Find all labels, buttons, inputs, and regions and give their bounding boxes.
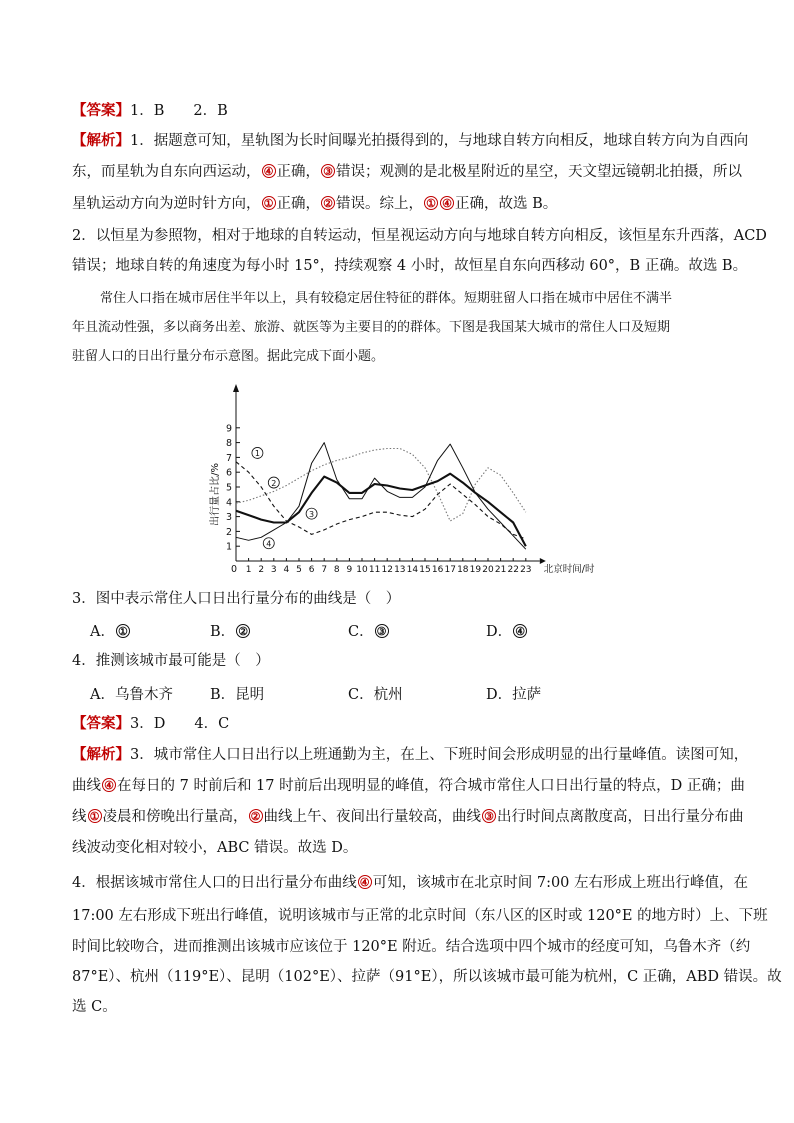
x-tick-label: 4 [283, 565, 290, 573]
x-tick-label: 15 [419, 565, 431, 573]
y-tick-label: 5 [225, 482, 232, 494]
circled-number: ④ [513, 624, 527, 638]
option-label: A． [90, 624, 115, 640]
x-tick-label: 18 [457, 565, 469, 573]
answer-text: 3．D 4．C [130, 716, 230, 732]
answer-label: 【答案】 [72, 102, 130, 119]
chart-labels [208, 423, 595, 573]
x-tick-label: 13 [394, 565, 406, 573]
x-tick-label: 3 [270, 565, 277, 573]
chart-series [236, 443, 526, 550]
x-tick-label: 11 [368, 565, 381, 573]
option-label: B． [210, 624, 236, 640]
x-tick-label: 19 [469, 565, 482, 573]
analysis-line [72, 744, 749, 766]
answer-label: 【答案】 [72, 715, 130, 732]
analysis-text: 曲线上午、夜间出行量较高，曲线 [263, 809, 481, 825]
circled-number: ② [321, 196, 335, 210]
q3-option-c [348, 620, 390, 641]
series-line-1 [236, 462, 526, 539]
circled-number: ① [262, 196, 276, 210]
analysis-line: 选 C。 [72, 999, 117, 1015]
y-axis-arrow [233, 384, 239, 392]
x-tick-label: 9 [346, 565, 353, 573]
answer-line-2 [72, 713, 724, 735]
series-line-3 [236, 443, 526, 550]
series-label: 2 [271, 478, 277, 488]
y-tick-label: 1 [225, 541, 232, 553]
series-label: 3 [309, 509, 315, 519]
x-tick-label: 20 [482, 565, 494, 573]
x-tick-label: 10 [356, 565, 368, 573]
x-tick-label: 8 [333, 565, 340, 573]
q4-option-b: B．昆明 [210, 687, 265, 703]
y-tick-label: 2 [225, 526, 232, 538]
analysis-text: 错误。综上， [336, 196, 423, 212]
x-tick-label: 21 [494, 565, 507, 573]
x-tick-label: 2 [258, 565, 265, 573]
analysis-line [72, 193, 724, 215]
question-4-stem: 4．推测该城市最可能是（ ） [72, 653, 270, 669]
circled-number: ② [249, 809, 263, 823]
analysis-text: 曲线 [72, 778, 101, 794]
circled-number: ③ [375, 624, 389, 638]
answer-line-1 [72, 100, 724, 122]
y-tick-label: 6 [225, 467, 232, 479]
analysis-text: 可知，该城市在北京时间 7:00 左右形成上班出行峰值，在 [372, 875, 749, 891]
analysis-text: 正确，故选 B。 [455, 196, 558, 212]
travel-volume-chart [200, 378, 600, 573]
circled-number: ④ [102, 778, 116, 792]
x-tick-label: 7 [321, 565, 328, 573]
q4-option-c: C．杭州 [348, 687, 403, 703]
analysis-line: 时间比较吻合，进而推测出该城市应该位于 120°E 附近。结合选项中四个城市的经度可知，乌鲁木齐（约 [72, 939, 751, 955]
series-label: 1 [254, 449, 260, 459]
x-tick-label: 6 [308, 565, 315, 573]
chart-axes [233, 384, 546, 564]
analysis-line: 错误；地球自转的角速度为每小时 15°，持续观察 4 小时，故恒星自东向西移动 60°，B 正确。故选 B。 [72, 258, 748, 274]
analysis-label: 【解析】 [72, 132, 130, 149]
analysis-text: 正确， [276, 164, 320, 180]
analysis-text: 东，而星轨为自东向西运动， [72, 164, 261, 180]
analysis-line: 87°E）、杭州（119°E）、昆明（102°E）、拉萨（91°E），所以该城市最可能为杭州，C 正确，ABD 错误。故 [72, 969, 782, 985]
circled-number: ③ [482, 809, 496, 823]
circled-number: ③ [321, 164, 335, 178]
circled-number: ④ [262, 164, 276, 178]
material-line: 常住人口指在城市居住半年以上，具有较稳定居住特征的群体。短期驻留人口指在城市中居住不满半 [100, 291, 673, 306]
x-tick-label: 22 [507, 565, 519, 573]
analysis-line [72, 161, 742, 183]
analysis-line [72, 775, 745, 797]
series-label: 4 [266, 539, 272, 549]
circled-number: ① [88, 809, 102, 823]
material-line: 年且流动性强，多以商务出差、旅游、就医等为主要目的的群体。下图是我国某大城市的常住人口及短期 [72, 320, 671, 335]
analysis-text: 线 [72, 809, 87, 825]
y-tick-label: 9 [225, 423, 232, 435]
q3-option-a [90, 620, 131, 641]
analysis-line [72, 130, 749, 152]
q3-option-d [486, 620, 528, 641]
analysis-line [72, 872, 749, 894]
option-label: D． [486, 624, 513, 640]
analysis-text: 在每日的 7 时前后和 17 时前后出现明显的峰值，符合城市常住人口日出行量的特点，D 正确；曲 [117, 778, 745, 794]
circled-number: ④ [440, 196, 454, 210]
analysis-text: 4．根据该城市常住人口的日出行量分布曲线 [72, 875, 357, 891]
option-label: C． [348, 624, 374, 640]
x-tick-label: 14 [406, 565, 419, 573]
x-tick-label: 16 [431, 565, 444, 573]
y-tick-label: 7 [225, 452, 232, 464]
y-axis-label: 出行量占比/% [210, 462, 221, 526]
analysis-line: 2．以恒星为参照物，相对于地球的自转运动，恒星视运动方向与地球自转方向相反，该恒星东升西落，ACD [72, 228, 767, 244]
x-tick-label: 23 [520, 565, 532, 573]
analysis-text: 1．据题意可知，星轨图为长时间曝光拍摄得到的，与地球自转方向相反，地球自转方向为自西向 [130, 133, 749, 149]
analysis-text: 正确， [276, 196, 320, 212]
x-tick-label: 12 [381, 565, 393, 573]
q3-option-b [210, 620, 251, 641]
y-tick-label: 3 [225, 512, 232, 524]
x-tick-label: 5 [296, 565, 302, 573]
circled-number: ① [116, 624, 130, 638]
origin-label: 0 [230, 564, 238, 573]
q4-option-a: A．乌鲁木齐 [90, 687, 173, 703]
answer-text: 1．B 2．B [130, 103, 228, 119]
question-3-stem: 3．图中表示常住人口日出行量分布的曲线是（ ） [72, 591, 401, 607]
y-tick-label: 4 [225, 497, 232, 509]
analysis-text: 错误；观测的是北极星附近的星空，天文望远镜朝北拍摄，所以 [336, 164, 742, 180]
circled-number: ① [424, 196, 438, 210]
analysis-text: 出行时间点离散度高，日出行量分布曲 [497, 809, 744, 825]
x-axis-label: 北京时间/时 [543, 564, 595, 573]
series-line-4 [236, 474, 526, 547]
analysis-label: 【解析】 [72, 746, 130, 763]
analysis-line: 线波动变化相对较小，ABC 错误。故选 D。 [72, 840, 358, 856]
material-line: 驻留人口的日出行量分布示意图。据此完成下面小题。 [72, 349, 385, 364]
analysis-line: 17:00 左右形成下班出行峰值，说明该城市与正常的北京时间（东八区的区时或 120°E 的地方时）上、下班 [72, 908, 768, 924]
analysis-text: 凌晨和傍晚出行量高， [102, 809, 248, 825]
x-tick-label: 1 [245, 565, 252, 573]
analysis-text: 3．城市常住人口日出行以上班通勤为主，在上、下班时间会形成明显的出行量峰值。读图可知， [130, 747, 749, 763]
circled-number: ② [236, 624, 250, 638]
q4-option-d: D．拉萨 [486, 687, 542, 703]
analysis-text: 星轨运动方向为逆时针方向， [72, 196, 261, 212]
circled-number: ④ [358, 875, 372, 889]
y-tick-label: 8 [225, 438, 232, 450]
analysis-line [72, 806, 744, 828]
x-tick-label: 17 [444, 565, 456, 573]
